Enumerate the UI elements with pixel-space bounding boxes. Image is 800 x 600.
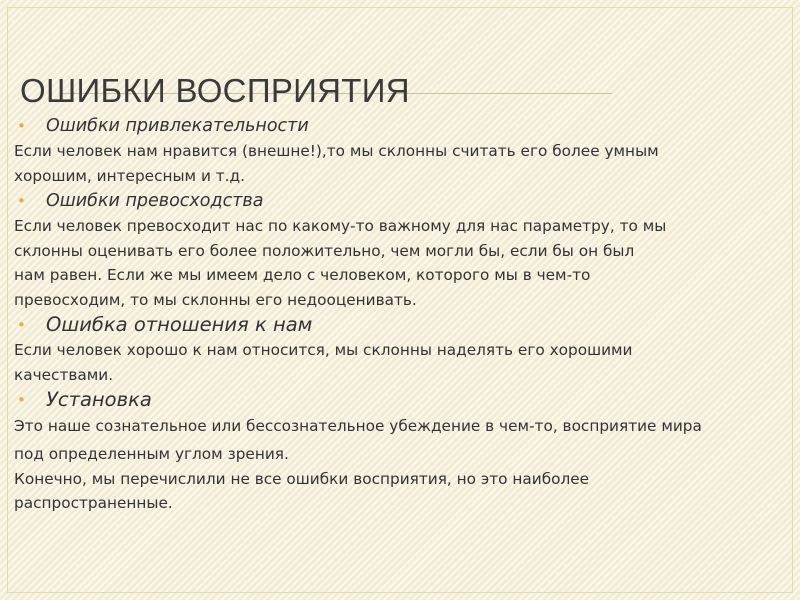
section-line: распространенные. xyxy=(14,494,173,512)
slide-title: ОШИБКИ ВОСПРИЯТИЯ xyxy=(20,72,410,109)
section-line: склонны оценивать его более положительно, чем могли бы, если бы он был xyxy=(14,241,635,260)
section-heading-superiority: • Ошибки превосходства xyxy=(14,188,784,214)
bullet-icon: • xyxy=(17,316,26,334)
section-line: Если человек хорошо к нам относится, мы склонны наделять его хорошими xyxy=(14,341,633,359)
section-line: под определенным углом зрения. xyxy=(14,445,289,463)
bullet-icon: • xyxy=(17,117,26,135)
section-line: Конечно, мы перечислили не все ошибки восприятия, но это наиболее xyxy=(14,469,590,488)
section-line: качествами. xyxy=(14,365,114,384)
section-line: нам равен. Если же мы имеем дело с человеком, которого мы в чем-то xyxy=(14,266,591,284)
bullet-icon: • xyxy=(17,391,26,409)
section-line: хорошим, интересным и т.д. xyxy=(14,166,245,185)
slide-body xyxy=(14,113,784,516)
section-line: превосходим, то мы склонны его недооценивать. xyxy=(14,290,417,309)
section-heading-attractiveness: • Ошибки привлекательности xyxy=(14,113,784,139)
section-line: Если человек превосходит нас по какому-то важному для нас параметру, то мы xyxy=(14,217,667,235)
bullet-icon: • xyxy=(17,192,26,210)
section-heading-setting: • Установка xyxy=(17,388,152,411)
section-line: Если человек нам нравится (внешне!),то мы склонны считать его более умным xyxy=(14,142,659,160)
section-line: Это наше сознательное или бессознательное убеждение в чем-то, восприятие мира xyxy=(14,417,702,435)
section-heading-attitude: • Ошибка отношения к нам xyxy=(17,313,313,336)
